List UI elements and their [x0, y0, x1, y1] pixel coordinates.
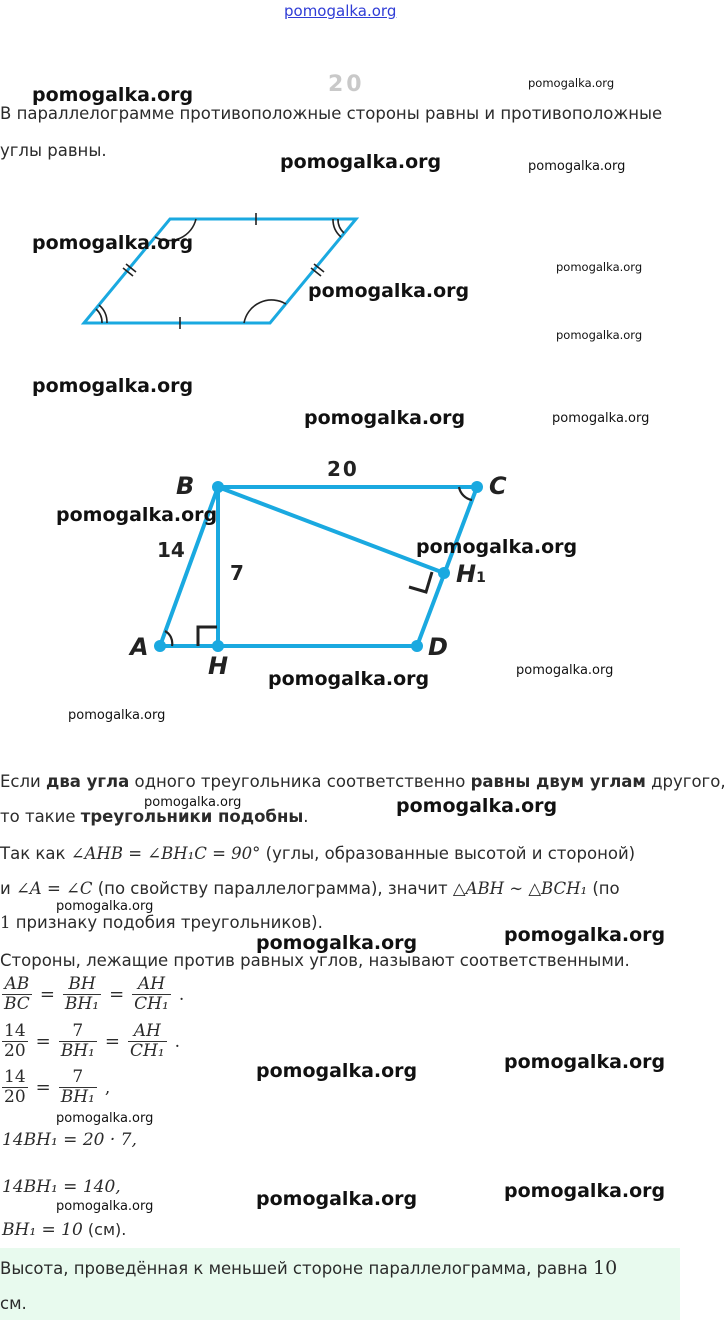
- watermark: pomogalka.org: [528, 76, 615, 90]
- equation-5: 14BH₁ = 140,: [2, 1177, 121, 1197]
- watermark: pomogalka.org: [308, 280, 470, 302]
- watermark: pomogalka.org: [56, 504, 218, 526]
- answer-line1: Высота, проведённая к меньшей стороне параллелограмма, равна 10: [0, 1257, 618, 1279]
- watermark: pomogalka.org: [144, 795, 242, 810]
- equation-1: $\frac{AB}{BC}$ = $\frac{BH}{\text{BH₁}}$ = $\frac{AH}{\text{CH₁}}$ .: [4, 974, 185, 1014]
- geometry-figure-abcd: [0, 455, 680, 690]
- watermark: pomogalka.org: [552, 411, 650, 426]
- watermark: pomogalka.org: [56, 899, 154, 914]
- para2-line2: то такие треугольники подобны.: [0, 807, 309, 826]
- label-H1: H1: [456, 560, 486, 588]
- watermark: pomogalka.org: [280, 151, 442, 173]
- answer-line2: см.: [0, 1294, 27, 1313]
- watermark: pomogalka.org: [556, 260, 643, 274]
- label-H: H: [208, 652, 229, 680]
- watermark: pomogalka.org: [504, 1051, 666, 1073]
- watermark: pomogalka.org: [32, 375, 194, 397]
- faded-header-number: 20: [328, 72, 365, 97]
- watermark: pomogalka.org: [256, 932, 418, 954]
- watermark: pomogalka.org: [256, 1188, 418, 1210]
- watermark: pomogalka.org: [56, 1199, 154, 1214]
- watermark: pomogalka.org: [504, 924, 666, 946]
- equation-6: BH₁ = 10 (см).: [2, 1220, 127, 1240]
- para2-line1: Если два угла одного треугольника соответственно равны двум углам другого,: [0, 772, 726, 791]
- watermark: pomogalka.org: [268, 668, 430, 690]
- equation-3: $\frac{14}{20}$ = $\frac{7}{\text{BH₁}}$ ,: [4, 1067, 111, 1107]
- length-bh: 7: [230, 561, 244, 585]
- equation-2: $\frac{14}{20}$ = $\frac{7}{\text{BH₁}}$ = $\frac{AH}{\text{CH₁}}$ .: [4, 1021, 181, 1061]
- para1-line2: углы равны.: [0, 141, 107, 160]
- para3-line2: и ∠A = ∠C (по свойству параллелограмма), значит △ABH ∼ △BCH₁ (по: [0, 879, 620, 898]
- watermark: pomogalka.org: [32, 84, 194, 106]
- watermark: pomogalka.org: [516, 663, 614, 678]
- para4: Стороны, лежащие против равных углов, называют соответственными.: [0, 951, 630, 970]
- label-C: C: [489, 472, 507, 500]
- para3-line1: Так как ∠AHB = ∠BH₁C = 90° (углы, образованные высотой и стороной): [0, 844, 636, 863]
- para1-line1: В параллелограмме противоположные стороны равны и противоположные: [0, 104, 663, 123]
- watermark: pomogalka.org: [304, 407, 466, 429]
- watermark: pomogalka.org: [556, 328, 643, 342]
- watermark: pomogalka.org: [56, 1111, 154, 1126]
- length-ab: 14: [157, 538, 185, 562]
- watermark: pomogalka.org: [256, 1060, 418, 1082]
- label-A: A: [130, 633, 149, 661]
- watermark: pomogalka.org: [528, 159, 626, 174]
- top-watermark-link[interactable]: pomogalka.org: [284, 2, 397, 20]
- label-B: B: [176, 472, 195, 500]
- watermark: pomogalka.org: [396, 795, 558, 817]
- watermark: pomogalka.org: [68, 708, 166, 723]
- watermark: pomogalka.org: [416, 536, 578, 558]
- watermark: pomogalka.org: [504, 1180, 666, 1202]
- watermark: pomogalka.org: [32, 232, 194, 254]
- equation-4: 14BH₁ = 20 · 7,: [2, 1130, 137, 1150]
- length-bc: 20: [327, 457, 359, 481]
- para3-line3: 1 признаку подобия треугольников).: [0, 913, 323, 932]
- label-D: D: [428, 633, 448, 661]
